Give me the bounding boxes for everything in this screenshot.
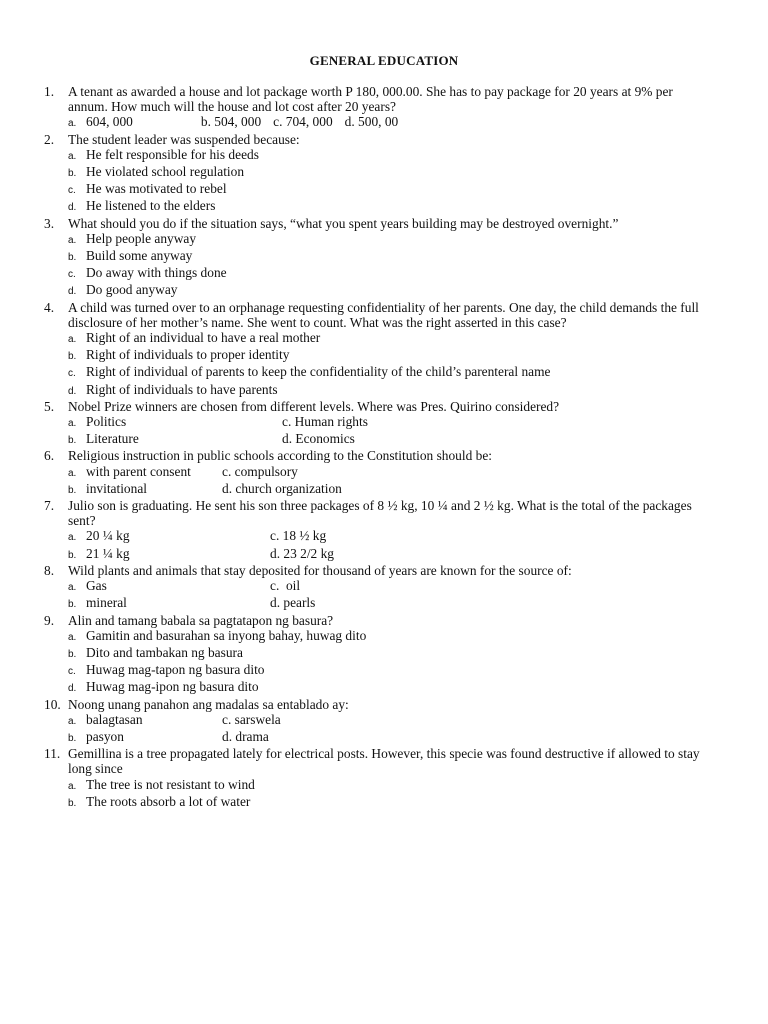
- question-text: What should you do if the situation says, “what you spent years building may be destroyed overnight.”: [68, 215, 619, 231]
- option-text: Right of individuals to proper identity: [86, 347, 290, 363]
- answer-option: [68, 382, 704, 399]
- answer-option-pair: [68, 546, 704, 563]
- option-text: He violated school regulation: [86, 164, 245, 180]
- question-number: 2.: [44, 131, 55, 147]
- question-stem: [44, 399, 704, 414]
- answer-option: [68, 330, 704, 347]
- option-letter: a.: [68, 150, 77, 162]
- option-letter: c.: [68, 185, 76, 197]
- option-text: Help people anyway: [86, 230, 197, 246]
- question-text: Alin and tamang babala sa pagtatapon ng basura?: [68, 612, 334, 628]
- option-text: The roots absorb a lot of water: [86, 793, 251, 809]
- answer-options: [68, 231, 704, 300]
- document-title: GENERAL EDUCATION: [309, 53, 459, 68]
- option-text: Right of individuals to have parents: [86, 381, 278, 397]
- question-item: [44, 399, 704, 449]
- answer-options: [68, 777, 704, 811]
- option-letter: a.: [68, 118, 77, 130]
- answer-option-pair: [68, 528, 704, 545]
- answer-option: [68, 164, 704, 181]
- question-stem: [44, 216, 704, 231]
- answer-option-pair: [68, 464, 704, 481]
- question-item: [44, 216, 704, 300]
- answer-options: [68, 464, 704, 498]
- question-item: [44, 563, 704, 613]
- question-text: Wild plants and animals that stay deposited for thousand of years are known for the source of:: [68, 562, 572, 578]
- question-number: 9.: [44, 612, 55, 628]
- answer-options: [68, 414, 704, 448]
- question-item: [44, 300, 704, 399]
- answer-options: [68, 330, 704, 399]
- question-number: 11.: [44, 746, 61, 762]
- answer-options: [68, 147, 704, 216]
- question-item: [44, 84, 704, 132]
- question-number: 8.: [44, 562, 55, 578]
- answer-option: [68, 794, 704, 811]
- option-letter: a.: [68, 715, 77, 727]
- option-text-right: d. 23 2/2 kg: [270, 545, 334, 561]
- answer-option: [68, 265, 704, 282]
- option-text: Huwag mag-ipon ng basura dito: [86, 679, 259, 695]
- question-number: 6.: [44, 448, 55, 464]
- option-text: Build some anyway: [86, 248, 193, 264]
- option-text: c. 704, 000: [273, 114, 333, 130]
- answer-option: [68, 364, 704, 381]
- option-letter: a.: [68, 334, 77, 346]
- answer-option: [68, 347, 704, 364]
- question-number: 10.: [44, 696, 61, 712]
- answer-option-pair: [68, 431, 704, 448]
- option-text: He was motivated to rebel: [86, 181, 227, 197]
- option-text-right: c. Human rights: [282, 414, 368, 430]
- option-text-right: d. Economics: [282, 431, 355, 447]
- option-letter: d.: [68, 683, 77, 695]
- option-text-left: pasyon: [86, 728, 124, 744]
- answer-option-pair: [68, 595, 704, 612]
- answer-options: [68, 712, 704, 746]
- option-text: d. 500, 00: [344, 114, 399, 130]
- option-text: Right of an individual to have a real mother: [86, 330, 321, 346]
- option-text-right: c. oil: [270, 578, 301, 594]
- option-letter: a.: [68, 467, 77, 479]
- answer-option-pair: [68, 578, 704, 595]
- question-text: The student leader was suspended because:: [68, 131, 300, 147]
- option-text: The tree is not resistant to wind: [86, 776, 255, 792]
- question-item: [44, 697, 704, 747]
- answer-option-pair: [68, 712, 704, 729]
- option-letter: d.: [68, 286, 77, 298]
- question-stem: [44, 132, 704, 147]
- option-letter: b.: [68, 351, 77, 363]
- option-text-left: balagtasan: [86, 711, 143, 727]
- answer-option-pair: [68, 729, 704, 746]
- option-letter: c.: [68, 368, 76, 380]
- option-text-left: 20 ¼ kg: [86, 528, 130, 544]
- option-text-right: d. church organization: [222, 480, 342, 496]
- option-text-right: c. 18 ½ kg: [270, 528, 327, 544]
- question-number: 5.: [44, 398, 55, 414]
- question-number: 3.: [44, 215, 55, 231]
- answer-option: [68, 282, 704, 299]
- option-letter: b.: [68, 732, 77, 744]
- option-text-left: Gas: [86, 578, 107, 594]
- question-stem: [44, 448, 704, 463]
- option-letter: d.: [68, 202, 77, 214]
- answer-option-line: [68, 114, 704, 131]
- option-letter: b.: [68, 252, 77, 264]
- question-number: 4.: [44, 299, 55, 315]
- option-letter: b.: [68, 599, 77, 611]
- option-letter: a.: [68, 582, 77, 594]
- option-letter: a.: [68, 234, 77, 246]
- answer-option: [68, 662, 704, 679]
- answer-option: [68, 679, 704, 696]
- option-letter: b.: [68, 435, 77, 447]
- option-text-left: 21 ¼ kg: [86, 545, 130, 561]
- option-letter: b.: [68, 549, 77, 561]
- option-text: Do away with things done: [86, 265, 227, 281]
- question-text: Religious instruction in public schools according to the Constitution should be:: [68, 448, 493, 464]
- answer-option: [68, 198, 704, 215]
- option-text: Right of individual of parents to keep the confidentiality of the child’s parenteral name: [86, 364, 551, 380]
- answer-option: [68, 628, 704, 645]
- answer-options: [68, 114, 704, 131]
- question-text: Julio son is graduating. He sent his son three packages of 8 ½ kg, 10 ¼ and 2 ½ kg. What is the total of the packages sent?: [68, 498, 692, 529]
- question-item: [44, 448, 704, 498]
- option-text: Do good anyway: [86, 282, 178, 298]
- answer-options: [68, 528, 704, 562]
- question-number: 7.: [44, 498, 55, 514]
- question-stem: [44, 84, 704, 114]
- option-letter: a.: [68, 780, 77, 792]
- answer-option: [68, 777, 704, 794]
- option-text: He listened to the elders: [86, 198, 216, 214]
- option-text-left: Literature: [86, 431, 139, 447]
- option-text: Gamitin and basurahan sa inyong bahay, huwag dito: [86, 627, 367, 643]
- answer-option: [68, 248, 704, 265]
- option-text-right: d. drama: [222, 728, 269, 744]
- answer-option-pair: [68, 414, 704, 431]
- option-text: b. 504, 000: [200, 114, 262, 130]
- question-text: Gemillina is a tree propagated lately for electrical posts. However, this specie was found destructive if allowed to stay long since: [68, 746, 700, 777]
- option-letter: c.: [68, 666, 76, 678]
- question-item: [44, 132, 704, 216]
- option-text-left: invitational: [86, 480, 147, 496]
- answer-options: [68, 578, 704, 612]
- answer-option: [68, 645, 704, 662]
- option-letter: b.: [68, 168, 77, 180]
- question-item: [44, 613, 704, 697]
- question-text: Noong unang panahon ang madalas sa entablado ay:: [68, 696, 349, 712]
- option-letter: a.: [68, 418, 77, 430]
- option-text-left: mineral: [86, 595, 127, 611]
- option-letter: b.: [68, 648, 77, 660]
- option-letter: a.: [68, 532, 77, 544]
- question-number: 1.: [44, 84, 55, 99]
- option-text-right: c. compulsory: [222, 463, 298, 479]
- question-stem: [44, 563, 704, 578]
- option-text: 604, 000: [86, 114, 133, 130]
- answer-option: [68, 181, 704, 198]
- question-stem: [44, 697, 704, 712]
- question-stem: [44, 613, 704, 628]
- answer-option: [68, 231, 704, 248]
- option-text: Huwag mag-tapon ng basura dito: [86, 662, 265, 678]
- question-text: Nobel Prize winners are chosen from different levels. Where was Pres. Quirino considered?: [68, 398, 560, 414]
- option-letter: b.: [68, 484, 77, 496]
- question-text: A tenant as awarded a house and lot package worth P 180, 000.00. She has to pay package for 20 years at 9% per annum. How much will the house and lot cost after 20 years?: [68, 84, 673, 115]
- answer-option-pair: [68, 481, 704, 498]
- option-text-right: c. sarswela: [222, 711, 281, 727]
- option-text-left: Politics: [86, 414, 127, 430]
- question-stem: [44, 746, 704, 776]
- option-letter: d.: [68, 385, 77, 397]
- answer-option: [68, 147, 704, 164]
- option-letter: b.: [68, 797, 77, 809]
- option-text-right: d. pearls: [270, 595, 316, 611]
- option-text: Dito and tambakan ng basura: [86, 644, 243, 660]
- question-text: A child was turned over to an orphanage requesting confidentiality of her parents. One day, the child demands the full disclosure of her mother’s name. She went to count. What was the right asserted in this case?: [68, 299, 699, 330]
- option-text-left: with parent consent: [86, 463, 191, 479]
- question-stem: [44, 498, 704, 528]
- answer-options: [68, 628, 704, 697]
- option-letter: a.: [68, 631, 77, 643]
- question-item: [44, 498, 704, 563]
- option-text: He felt responsible for his deeds: [86, 146, 259, 162]
- question-stem: [44, 300, 704, 330]
- option-letter: c.: [68, 269, 76, 281]
- question-list: [44, 84, 704, 811]
- question-item: [44, 746, 704, 811]
